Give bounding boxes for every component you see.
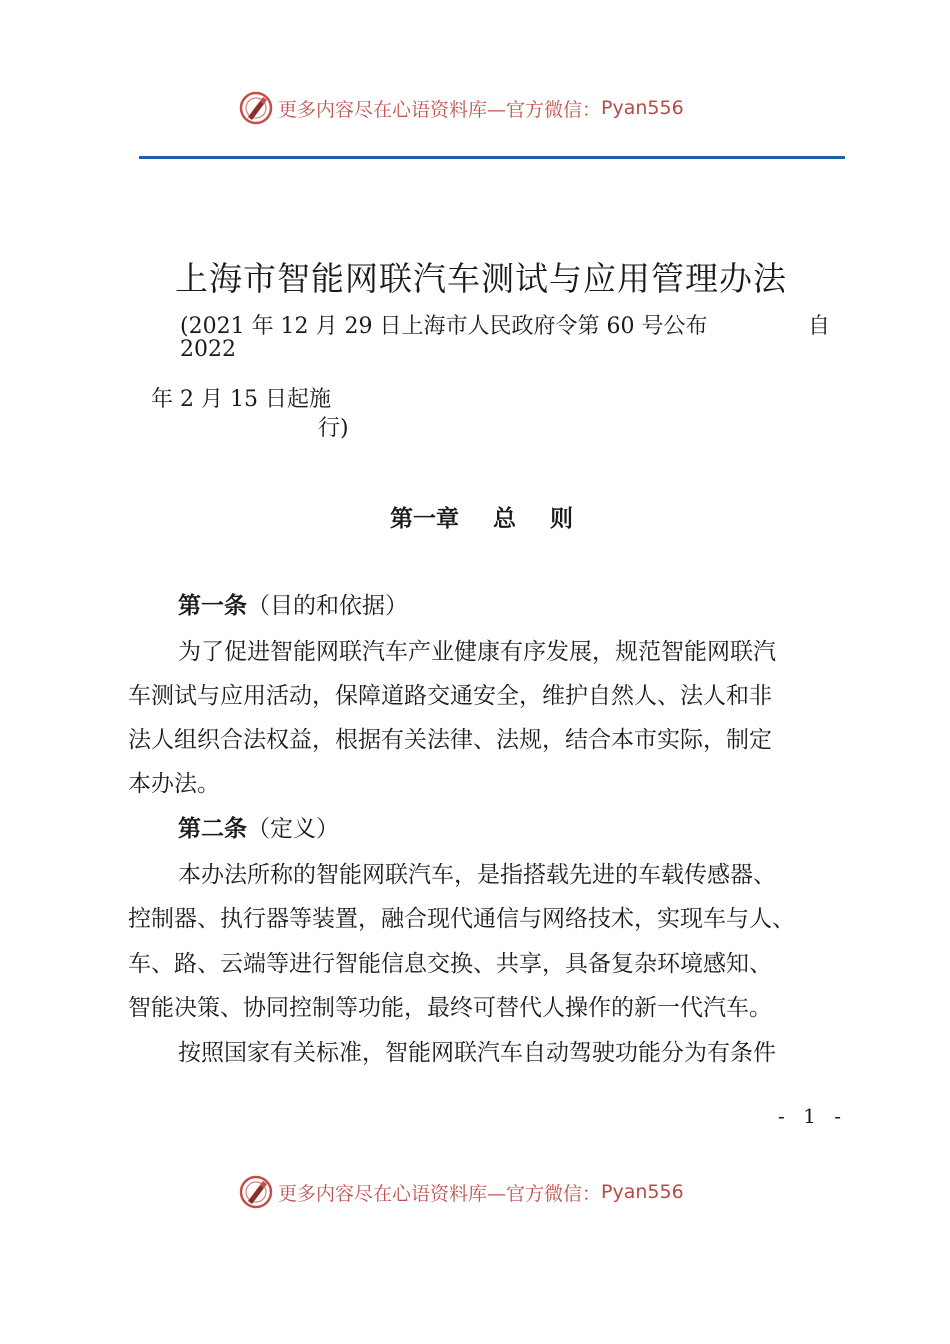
article-1-line-4: 本办法。 — [128, 771, 220, 797]
article-1-label-text: 第一条 — [178, 593, 247, 619]
article-2-heading-text: （定义） — [247, 816, 339, 842]
page-number: - 1 - — [778, 1104, 847, 1128]
chapter-heading — [390, 500, 573, 533]
chapter-name-part-1: 总 — [493, 506, 517, 532]
issuance-text-1: (2021 年 12 月 29 日上海市人民政府令第 60 号公布 — [180, 314, 708, 339]
watermark-top — [238, 90, 684, 126]
article-1-line-1: 为了促进智能网联汽车产业健康有序发展，规范智能网联汽 — [178, 639, 776, 665]
document-title: 上海市智能网联汽车测试与应用管理办法 — [175, 259, 787, 298]
article-1-heading-row — [178, 587, 408, 620]
watermark-bottom — [238, 1174, 684, 1210]
chapter-name-part-2: 则 — [550, 506, 574, 532]
issuance-line-4: 行) — [318, 416, 349, 441]
article-2-label-text: 第二条 — [178, 816, 247, 842]
fountain-pen-logo-icon — [238, 1174, 274, 1210]
article-2-line-3: 车、路、云端等进行智能信息交换、共享，具备复杂环境感知、 — [128, 951, 772, 977]
fountain-pen-logo-icon — [238, 90, 274, 126]
issuance-line-1 — [180, 309, 831, 340]
header-divider — [139, 156, 845, 159]
watermark-text: 更多内容尽在心语资料库—官方微信： — [278, 1182, 602, 1205]
article-2-line-2: 控制器、执行器等装置，融合现代通信与网络技术，实现车与人、 — [128, 906, 795, 932]
issuance-line-3: 年 2 月 15 日起施 — [151, 387, 331, 412]
issuance-text-1-right: 自 — [808, 314, 831, 339]
article-2-heading-row — [178, 810, 339, 843]
issuance-line-2: 2022 — [180, 337, 236, 362]
watermark-wechat-id: Pyan556 — [601, 1181, 684, 1203]
article-2-line-1: 本办法所称的智能网联汽车，是指搭载先进的车载传感器、 — [178, 862, 776, 888]
watermark-text: 更多内容尽在心语资料库—官方微信： — [278, 98, 602, 121]
article-2-line-4: 智能决策、协同控制等功能，最终可替代人操作的新一代汽车。 — [128, 995, 772, 1021]
chapter-number: 第一章 — [390, 506, 459, 532]
article-1-heading-text: （目的和依据） — [247, 593, 408, 619]
article-2-line-5: 按照国家有关标准，智能网联汽车自动驾驶功能分为有条件 — [178, 1040, 776, 1066]
watermark-wechat-id: Pyan556 — [601, 97, 684, 119]
article-1-line-2: 车测试与应用活动，保障道路交通安全，维护自然人、法人和非 — [128, 683, 772, 709]
article-1-line-3: 法人组织合法权益，根据有关法律、法规，结合本市实际，制定 — [128, 727, 772, 753]
